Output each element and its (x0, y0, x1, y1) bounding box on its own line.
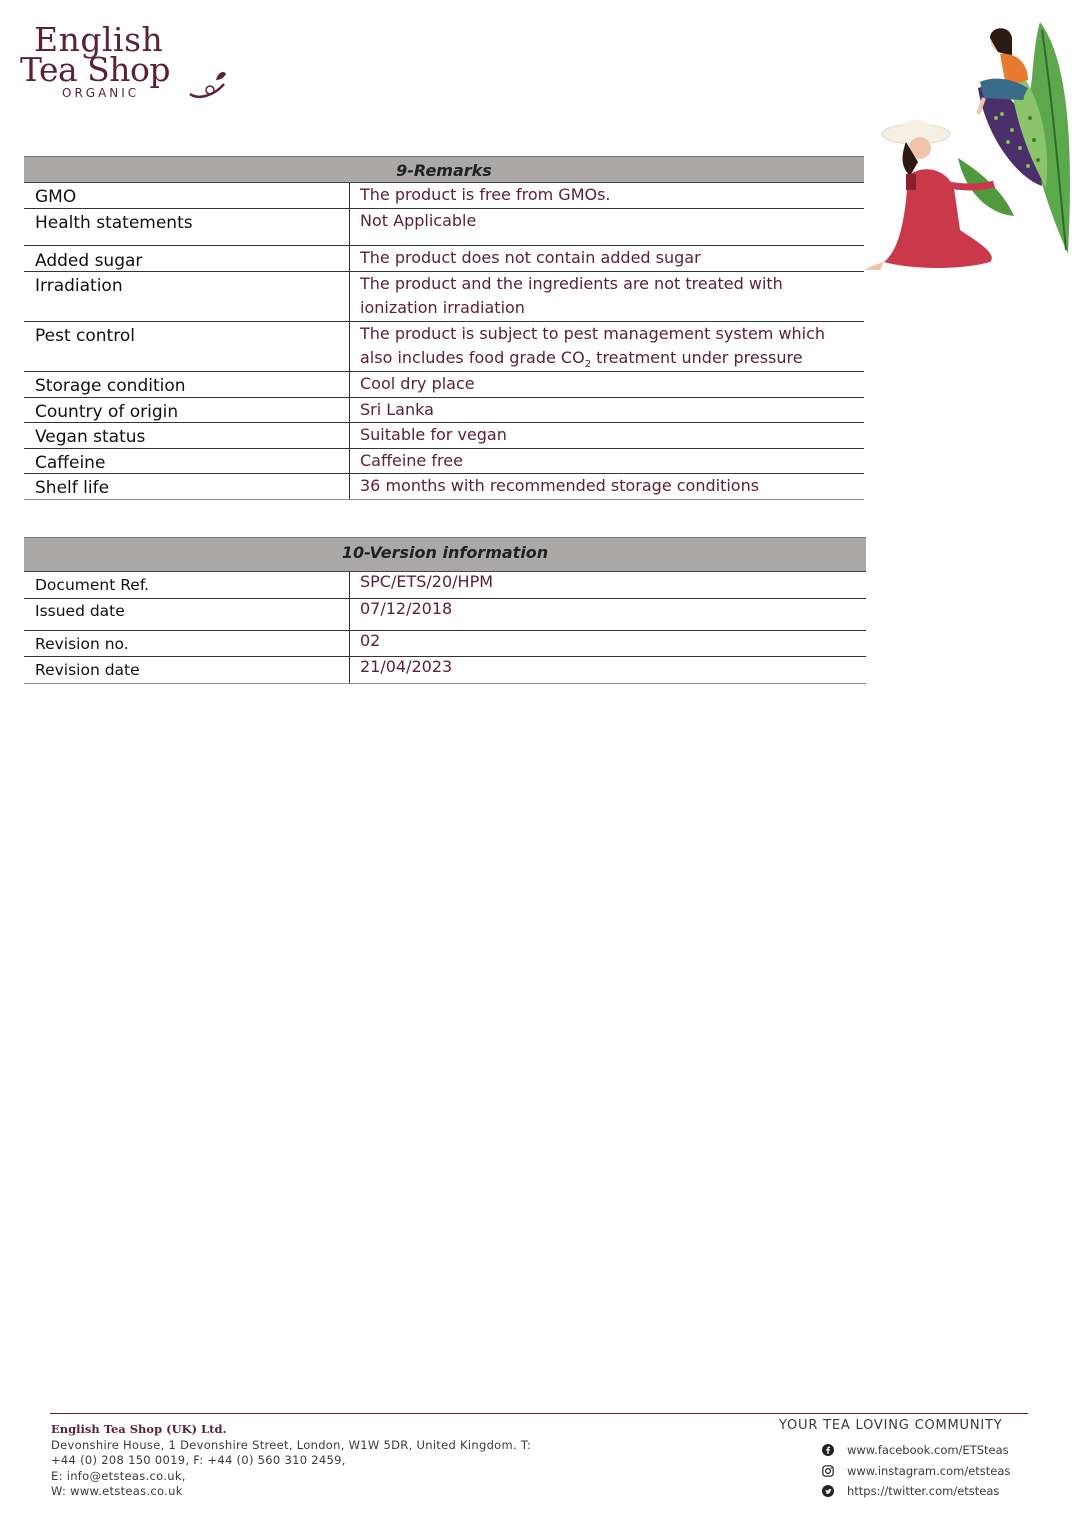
row-value: The product is free from GMOs. (360, 185, 611, 204)
twitter-icon (821, 1485, 834, 1498)
row-value: 21/04/2023 (360, 657, 453, 676)
table-row (24, 631, 866, 657)
table-row (24, 474, 864, 500)
teapot-swirl-icon (188, 66, 228, 100)
social-link-twitter[interactable] (779, 1481, 1019, 1502)
row-value: Suitable for vegan (360, 425, 507, 444)
company-name: English Tea Shop (UK) Ltd. (51, 1422, 227, 1436)
table-row (24, 449, 864, 474)
row-label: Storage condition (24, 372, 350, 397)
instagram-link-text[interactable]: www.instagram.com/etsteas (847, 1463, 1011, 1478)
row-label: Added sugar (24, 246, 350, 271)
table-row (24, 322, 864, 372)
company-email[interactable]: E: info@etsteas.co.uk, (51, 1468, 186, 1483)
company-phone-line: +44 (0) 208 150 0019, F: +44 (0) 560 310 2459, (51, 1453, 346, 1467)
footer-community (779, 1418, 1019, 1502)
row-value-line: The product is subject to pest management system which (360, 324, 826, 343)
row-label: Issued date (24, 599, 350, 630)
row-value (350, 272, 864, 321)
social-link-instagram[interactable] (779, 1461, 1019, 1482)
row-label: Caffeine (24, 449, 350, 473)
table-row (24, 209, 864, 246)
table-row (24, 183, 864, 209)
logo-line-organic: ORGANIC (62, 86, 140, 100)
row-value-text: also includes food grade CO (360, 348, 585, 367)
row-value: Caffeine free (360, 451, 463, 470)
company-website[interactable]: W: www.etsteas.co.uk (51, 1484, 183, 1498)
row-label: Irradiation (24, 272, 350, 321)
row-label: Vegan status (24, 423, 350, 448)
social-link-facebook[interactable] (779, 1440, 1019, 1461)
logo-line-tea-shop: Tea Shop (20, 50, 170, 89)
instagram-icon (821, 1464, 834, 1477)
row-value: Cool dry place (360, 374, 475, 393)
row-value: Not Applicable (360, 211, 477, 230)
table-row (24, 657, 866, 684)
table-row (24, 272, 864, 322)
remarks-table-title: 9-Remarks (24, 156, 864, 183)
subscript-two: 2 (584, 359, 592, 371)
row-value: SPC/ETS/20/HPM (360, 572, 494, 591)
row-value: 07/12/2018 (360, 599, 453, 618)
table-row (24, 372, 864, 398)
row-label: Health statements (24, 209, 350, 245)
english-tea-shop-logo (20, 22, 240, 106)
row-label: Country of origin (24, 398, 350, 422)
row-label: Shelf life (24, 474, 350, 499)
row-value (350, 322, 864, 371)
community-title: YOUR TEA LOVING COMMUNITY (779, 1418, 1003, 1433)
row-label: Document Ref. (24, 572, 350, 598)
footer-company-info (51, 1422, 551, 1500)
row-label: Pest control (24, 322, 350, 371)
twitter-link-text[interactable]: https://twitter.com/etsteas (847, 1484, 1000, 1499)
company-address-line: Devonshire House, 1 Devonshire Street, London, W1W 5DR, United Kingdom. T: (51, 1437, 532, 1452)
table-row (24, 246, 864, 272)
row-label: GMO (24, 183, 350, 208)
version-table (24, 537, 866, 684)
row-value: 36 months with recommended storage conditions (360, 476, 760, 495)
facebook-link-text[interactable]: www.facebook.com/ETSteas (847, 1443, 1009, 1458)
table-row (24, 423, 864, 449)
row-label: Revision no. (24, 631, 350, 656)
women-with-leaves-illustration (862, 18, 1074, 278)
table-row (24, 398, 864, 423)
logo-line-english: English (34, 20, 164, 59)
version-table-title: 10-Version information (24, 537, 866, 572)
table-row (24, 572, 866, 599)
row-value: Sri Lanka (360, 400, 434, 419)
row-value-line: ionization irradiation (360, 298, 525, 317)
table-row (24, 599, 866, 631)
row-value: The product does not contain added sugar (360, 248, 701, 267)
footer-divider (50, 1413, 1028, 1414)
row-label: Revision date (24, 657, 350, 683)
facebook-icon (821, 1444, 834, 1457)
remarks-table (24, 156, 864, 500)
row-value: 02 (360, 631, 381, 650)
row-value-text: treatment under pressure (591, 348, 803, 367)
row-value-line: The product and the ingredients are not treated with (360, 274, 783, 293)
